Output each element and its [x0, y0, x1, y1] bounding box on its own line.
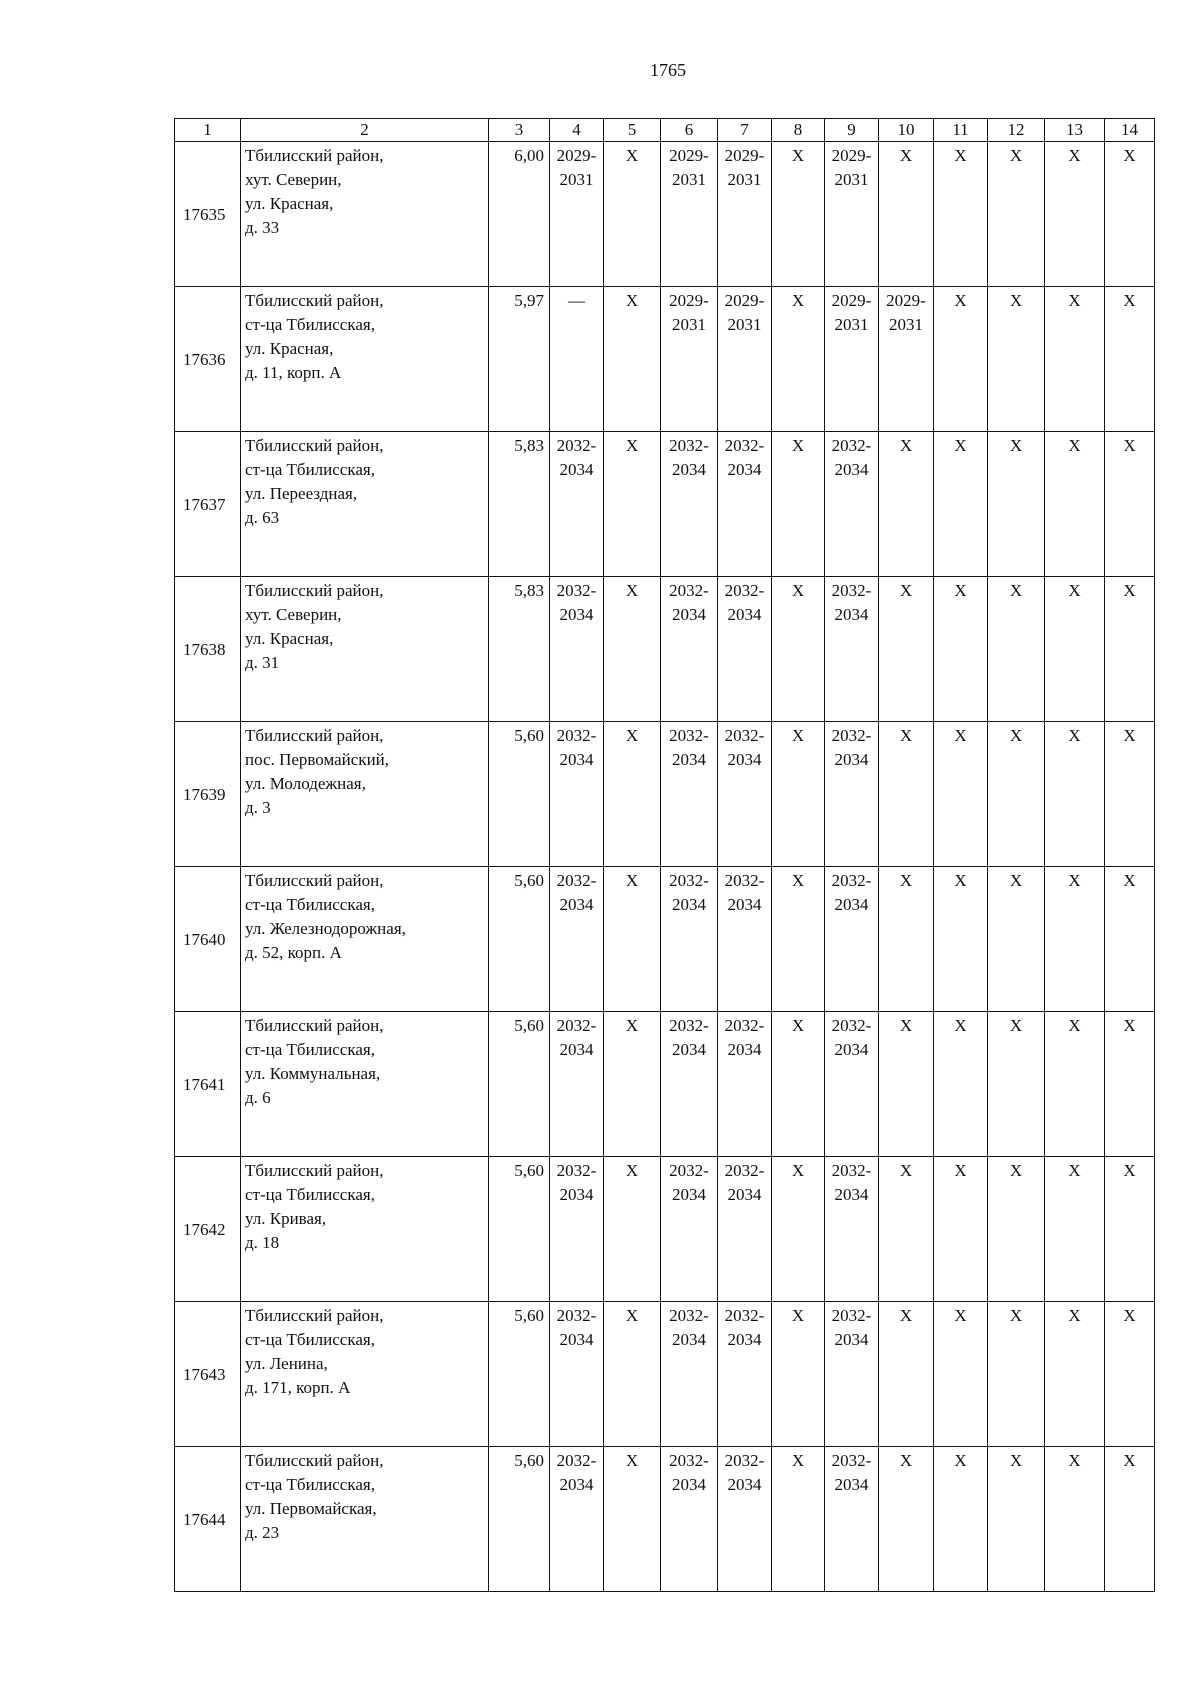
column-12-cell: X: [988, 867, 1045, 1012]
column-10-cell: X: [879, 722, 934, 867]
column-5-cell: X: [604, 722, 661, 867]
column-header-4: 4: [550, 119, 604, 142]
column-12-cell: X: [988, 1302, 1045, 1447]
column-7-cell: 2029- 2031: [718, 287, 772, 432]
table-row: [175, 1447, 1155, 1592]
column-3-cell: 5,60: [489, 1012, 550, 1157]
column-11-cell: X: [934, 867, 988, 1012]
column-13-cell: X: [1045, 287, 1105, 432]
column-6-cell: 2029- 2031: [661, 287, 718, 432]
column-5-cell: X: [604, 432, 661, 577]
column-6-cell: 2032- 2034: [661, 722, 718, 867]
column-10-cell: X: [879, 1447, 934, 1592]
column-9-cell: 2029- 2031: [825, 142, 879, 287]
column-12-cell: X: [988, 1447, 1045, 1592]
address-cell: Тбилисский район, хут. Северин, ул. Красная, д. 31: [241, 577, 489, 722]
column-9-cell: 2032- 2034: [825, 722, 879, 867]
address-cell: Тбилисский район, ст-ца Тбилисская, ул. Железнодорожная, д. 52, корп. А: [241, 867, 489, 1012]
column-4-cell: 2032- 2034: [550, 432, 604, 577]
column-8-cell: X: [772, 1302, 825, 1447]
column-4-cell: 2032- 2034: [550, 867, 604, 1012]
row-number-cell: 17635: [175, 142, 241, 287]
column-5-cell: X: [604, 577, 661, 722]
column-header-3: 3: [489, 119, 550, 142]
column-7-cell: 2032- 2034: [718, 1447, 772, 1592]
column-14-cell: X: [1105, 577, 1155, 722]
column-11-cell: X: [934, 577, 988, 722]
row-number-cell: 17642: [175, 1157, 241, 1302]
column-9-cell: 2032- 2034: [825, 867, 879, 1012]
column-3-cell: 5,60: [489, 867, 550, 1012]
row-number-cell: 17638: [175, 577, 241, 722]
table-row: [175, 287, 1155, 432]
column-14-cell: X: [1105, 722, 1155, 867]
address-cell: Тбилисский район, ст-ца Тбилисская, ул. Красная, д. 11, корп. А: [241, 287, 489, 432]
row-number-cell: 17640: [175, 867, 241, 1012]
row-number-cell: 17643: [175, 1302, 241, 1447]
table-row: [175, 142, 1155, 287]
column-11-cell: X: [934, 722, 988, 867]
column-11-cell: X: [934, 287, 988, 432]
column-6-cell: 2032- 2034: [661, 432, 718, 577]
column-10-cell: X: [879, 1157, 934, 1302]
column-4-cell: —: [550, 287, 604, 432]
column-9-cell: 2029- 2031: [825, 287, 879, 432]
column-5-cell: X: [604, 1447, 661, 1592]
column-8-cell: X: [772, 432, 825, 577]
column-7-cell: 2032- 2034: [718, 1012, 772, 1157]
column-14-cell: X: [1105, 1447, 1155, 1592]
column-13-cell: X: [1045, 142, 1105, 287]
column-14-cell: X: [1105, 432, 1155, 577]
column-14-cell: X: [1105, 287, 1155, 432]
column-4-cell: 2032- 2034: [550, 722, 604, 867]
column-8-cell: X: [772, 1157, 825, 1302]
column-6-cell: 2032- 2034: [661, 577, 718, 722]
column-header-11: 11: [934, 119, 988, 142]
column-13-cell: X: [1045, 1302, 1105, 1447]
table-row: [175, 432, 1155, 577]
column-5-cell: X: [604, 1302, 661, 1447]
column-header-1: 1: [175, 119, 241, 142]
address-cell: Тбилисский район, ст-ца Тбилисская, ул. Коммунальная, д. 6: [241, 1012, 489, 1157]
table-row: [175, 867, 1155, 1012]
column-3-cell: 5,60: [489, 1447, 550, 1592]
row-number-cell: 17637: [175, 432, 241, 577]
column-13-cell: X: [1045, 1447, 1105, 1592]
address-cell: Тбилисский район, хут. Северин, ул. Красная, д. 33: [241, 142, 489, 287]
row-number-cell: 17641: [175, 1012, 241, 1157]
column-9-cell: 2032- 2034: [825, 1157, 879, 1302]
column-5-cell: X: [604, 287, 661, 432]
column-11-cell: X: [934, 142, 988, 287]
column-header-14: 14: [1105, 119, 1155, 142]
column-7-cell: 2032- 2034: [718, 432, 772, 577]
registry-table: [174, 118, 1155, 1592]
address-cell: Тбилисский район, пос. Первомайский, ул. Молодежная, д. 3: [241, 722, 489, 867]
column-7-cell: 2032- 2034: [718, 1302, 772, 1447]
column-9-cell: 2032- 2034: [825, 432, 879, 577]
address-cell: Тбилисский район, ст-ца Тбилисская, ул. Ленина, д. 171, корп. А: [241, 1302, 489, 1447]
column-9-cell: 2032- 2034: [825, 577, 879, 722]
column-6-cell: 2032- 2034: [661, 1302, 718, 1447]
column-8-cell: X: [772, 867, 825, 1012]
row-number-cell: 17644: [175, 1447, 241, 1592]
column-7-cell: 2032- 2034: [718, 1157, 772, 1302]
column-3-cell: 5,60: [489, 1302, 550, 1447]
column-3-cell: 5,60: [489, 722, 550, 867]
column-7-cell: 2032- 2034: [718, 722, 772, 867]
address-cell: Тбилисский район, ст-ца Тбилисская, ул. Кривая, д. 18: [241, 1157, 489, 1302]
column-9-cell: 2032- 2034: [825, 1447, 879, 1592]
column-7-cell: 2032- 2034: [718, 867, 772, 1012]
column-3-cell: 5,83: [489, 577, 550, 722]
column-6-cell: 2032- 2034: [661, 1157, 718, 1302]
column-10-cell: X: [879, 1012, 934, 1157]
column-4-cell: 2032- 2034: [550, 1012, 604, 1157]
page-number: 1765: [650, 60, 686, 80]
column-10-cell: X: [879, 867, 934, 1012]
column-12-cell: X: [988, 432, 1045, 577]
column-6-cell: 2032- 2034: [661, 867, 718, 1012]
column-13-cell: X: [1045, 1157, 1105, 1302]
column-8-cell: X: [772, 722, 825, 867]
column-14-cell: X: [1105, 1302, 1155, 1447]
table-row: [175, 1012, 1155, 1157]
column-8-cell: X: [772, 577, 825, 722]
column-14-cell: X: [1105, 1157, 1155, 1302]
column-header-6: 6: [661, 119, 718, 142]
column-7-cell: 2029- 2031: [718, 142, 772, 287]
column-14-cell: X: [1105, 142, 1155, 287]
column-13-cell: X: [1045, 1012, 1105, 1157]
column-8-cell: X: [772, 1447, 825, 1592]
column-9-cell: 2032- 2034: [825, 1302, 879, 1447]
column-12-cell: X: [988, 577, 1045, 722]
column-7-cell: 2032- 2034: [718, 577, 772, 722]
row-number-cell: 17639: [175, 722, 241, 867]
column-header-7: 7: [718, 119, 772, 142]
table-header: [175, 119, 1155, 142]
address-cell: Тбилисский район, ст-ца Тбилисская, ул. Переездная, д. 63: [241, 432, 489, 577]
column-4-cell: 2032- 2034: [550, 1157, 604, 1302]
column-3-cell: 5,83: [489, 432, 550, 577]
column-4-cell: 2032- 2034: [550, 577, 604, 722]
column-8-cell: X: [772, 287, 825, 432]
column-10-cell: X: [879, 1302, 934, 1447]
column-10-cell: X: [879, 432, 934, 577]
column-10-cell: X: [879, 577, 934, 722]
column-3-cell: 6,00: [489, 142, 550, 287]
row-number-cell: 17636: [175, 287, 241, 432]
column-12-cell: X: [988, 1012, 1045, 1157]
column-header-8: 8: [772, 119, 825, 142]
column-14-cell: X: [1105, 867, 1155, 1012]
column-4-cell: 2029- 2031: [550, 142, 604, 287]
column-6-cell: 2029- 2031: [661, 142, 718, 287]
column-5-cell: X: [604, 1012, 661, 1157]
column-11-cell: X: [934, 1157, 988, 1302]
column-10-cell: X: [879, 142, 934, 287]
column-13-cell: X: [1045, 577, 1105, 722]
column-header-13: 13: [1045, 119, 1105, 142]
column-header-5: 5: [604, 119, 661, 142]
column-12-cell: X: [988, 142, 1045, 287]
column-4-cell: 2032- 2034: [550, 1447, 604, 1592]
column-9-cell: 2032- 2034: [825, 1012, 879, 1157]
column-6-cell: 2032- 2034: [661, 1012, 718, 1157]
column-4-cell: 2032- 2034: [550, 1302, 604, 1447]
column-header-9: 9: [825, 119, 879, 142]
column-13-cell: X: [1045, 867, 1105, 1012]
column-13-cell: X: [1045, 722, 1105, 867]
column-12-cell: X: [988, 722, 1045, 867]
column-3-cell: 5,97: [489, 287, 550, 432]
header-row: [175, 119, 1155, 142]
column-13-cell: X: [1045, 432, 1105, 577]
column-11-cell: X: [934, 1012, 988, 1157]
address-cell: Тбилисский район, ст-ца Тбилисская, ул. Первомайская, д. 23: [241, 1447, 489, 1592]
column-header-10: 10: [879, 119, 934, 142]
column-3-cell: 5,60: [489, 1157, 550, 1302]
column-header-12: 12: [988, 119, 1045, 142]
column-8-cell: X: [772, 1012, 825, 1157]
column-14-cell: X: [1105, 1012, 1155, 1157]
table-row: [175, 722, 1155, 867]
column-6-cell: 2032- 2034: [661, 1447, 718, 1592]
column-11-cell: X: [934, 432, 988, 577]
table-body: [175, 142, 1155, 1592]
column-5-cell: X: [604, 142, 661, 287]
column-5-cell: X: [604, 1157, 661, 1302]
column-12-cell: X: [988, 1157, 1045, 1302]
column-8-cell: X: [772, 142, 825, 287]
column-12-cell: X: [988, 287, 1045, 432]
column-11-cell: X: [934, 1302, 988, 1447]
column-10-cell: 2029- 2031: [879, 287, 934, 432]
table-row: [175, 1302, 1155, 1447]
column-header-2: 2: [241, 119, 489, 142]
table-row: [175, 1157, 1155, 1302]
table-row: [175, 577, 1155, 722]
column-11-cell: X: [934, 1447, 988, 1592]
column-5-cell: X: [604, 867, 661, 1012]
